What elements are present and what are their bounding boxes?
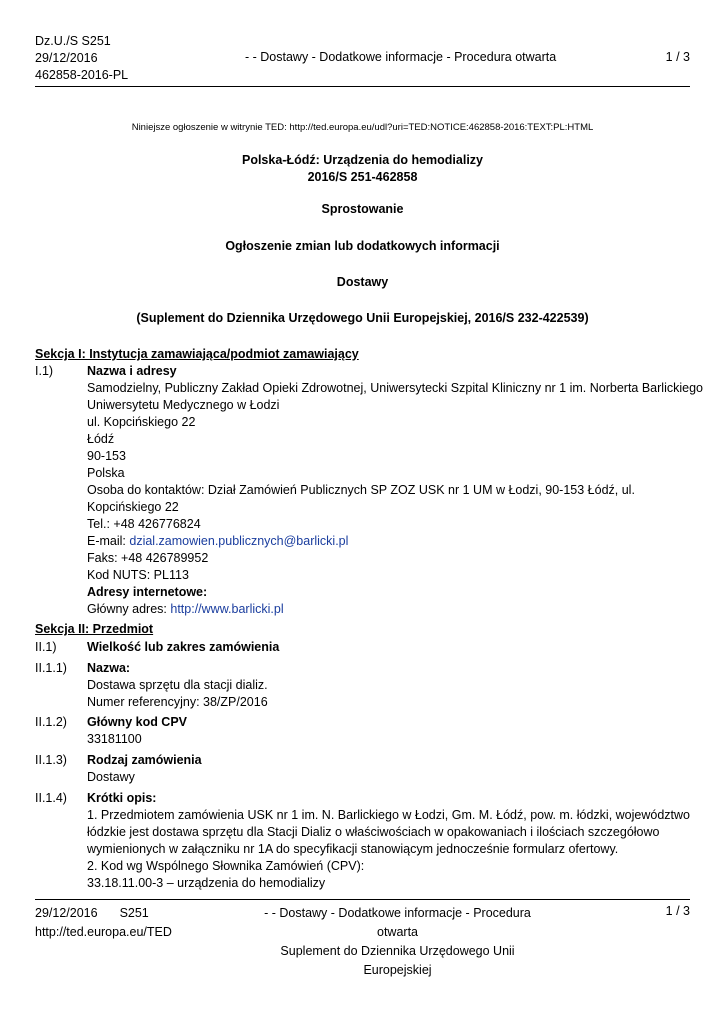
item-ii13 — [35, 752, 690, 786]
item-label: Krótki opis: — [87, 791, 157, 805]
footer-series: S251 — [119, 906, 149, 920]
cpv-code: 33181100 — [87, 732, 142, 746]
footer-divider — [35, 899, 690, 900]
footer-center-line1: - - Dostawy - Dodatkowe informacje - Procedura otwarta — [264, 906, 531, 939]
doc-number: 2016/S 251-462858 — [307, 170, 418, 184]
corrigendum-title: Sprostowanie — [321, 202, 404, 216]
description-line: wymienionych w załączniku nr 1A do specyfikacji stanowiącym jednocześnie formularz ofertowy. — [87, 842, 619, 856]
item-label: Nazwa i adresy — [87, 364, 177, 378]
header-notice-no: 462858-2016-PL — [35, 68, 129, 82]
item-number: II.1.1) — [35, 661, 67, 675]
item-number: II.1) — [35, 640, 57, 654]
email-link[interactable]: dzial.zamowien.publicznych@barlicki.pl — [129, 534, 349, 548]
header-divider — [35, 86, 690, 87]
main-address-row — [87, 601, 690, 618]
contract-type-title: Dostawy — [336, 275, 389, 289]
item-ii11 — [35, 660, 690, 711]
item-number: I.1) — [35, 364, 54, 378]
item-ii1 — [35, 639, 690, 656]
header-doc-id: Dz.U./S S251 — [35, 34, 111, 48]
email-label: E-mail: — [87, 534, 130, 548]
header-center: - - Dostawy - Dodatkowe informacje - Procedura otwarta — [245, 50, 557, 64]
item-label: Nazwa: — [87, 661, 131, 675]
header-page: 1 / 3 — [665, 50, 690, 64]
authority-name: Samodzielny, Publiczny Zakład Opieki Zdrowotnej, Uniwersytecki Szpital Kliniczny nr 1 im. Norberta Barlickiego — [87, 381, 703, 395]
description-line: 1. Przedmiotem zamówienia USK nr 1 im. N. Barlickiego w Łodzi, Gm. M. Łódź, pow. m. łódzki, województwo — [87, 808, 690, 822]
country: Polska — [87, 466, 125, 480]
item-label: Rodzaj zamówienia — [87, 753, 202, 767]
section-2-heading: Sekcja II: Przedmiot — [35, 622, 154, 636]
item-number: II.1.4) — [35, 791, 67, 805]
contract-name: Dostawa sprzętu dla stacji dializ. — [87, 678, 268, 692]
phone: Tel.: +48 426776824 — [87, 517, 201, 531]
postcode: 90-153 — [87, 449, 126, 463]
item-ii14 — [35, 790, 690, 892]
contact-person: Osoba do kontaktów: Dział Zamówień Publicznych SP ZOZ USK nr 1 UM w Łodzi, 90-153 Łódź, ul. — [87, 483, 635, 497]
description-line: 2. Kod wg Wspólnego Słownika Zamówień (CPV): — [87, 859, 365, 873]
item-number: II.1.2) — [35, 715, 67, 729]
item-i1 — [35, 363, 703, 618]
footer-date: 29/12/2016 — [35, 906, 98, 920]
notice-type-title: Ogłoszenie zmian lub dodatkowych informacji — [225, 239, 500, 253]
header-left — [35, 33, 128, 84]
footer-center — [245, 904, 550, 980]
supplement-title: (Suplement do Dziennika Urzędowego Unii Europejskiej, 2016/S 232-422539) — [136, 311, 589, 325]
item-ii12 — [35, 714, 690, 748]
main-address-link[interactable]: http://www.barlicki.pl — [170, 602, 284, 616]
internet-addresses-label: Adresy internetowe: — [87, 585, 208, 599]
ted-notice-link[interactable]: Niniejsze ogłoszenie w witrynie TED: http://ted.europa.eu/udl?uri=TED:NOTICE:462858-2016:TEXT:PL:HTML — [131, 122, 594, 133]
authority-name-cont: Uniwersytetu Medycznego w Łodzi — [87, 398, 280, 412]
section-1-heading: Sekcja I: Instytucja zamawiająca/podmiot zamawiający — [35, 347, 359, 361]
footer-page: 1 / 3 — [665, 904, 690, 918]
contract-type: Dostawy — [87, 770, 135, 784]
email-row — [87, 533, 690, 550]
description-line: łódzkie jest dostawa sprzętu dla Stacji Dializ o właściwościach w opakowaniach i ilościach szczegółowo — [87, 825, 660, 839]
header-date: 29/12/2016 — [35, 51, 98, 65]
nuts-code: Kod NUTS: PL113 — [87, 568, 189, 582]
doc-title: Polska-Łódź: Urządzenia do hemodializy — [241, 153, 483, 167]
city: Łódź — [87, 432, 115, 446]
street: ul. Kopcińskiego 22 — [87, 415, 196, 429]
footer-url[interactable]: http://ted.europa.eu/TED — [35, 925, 172, 939]
item-number: II.1.3) — [35, 753, 67, 767]
main-address-label: Główny adres: — [87, 602, 171, 616]
fax: Faks: +48 426789952 — [87, 551, 209, 565]
item-label: Główny kod CPV — [87, 715, 188, 729]
footer-left — [35, 904, 172, 942]
item-label: Wielkość lub zakres zamówienia — [87, 640, 280, 654]
reference-number: Numer referencyjny: 38/ZP/2016 — [87, 695, 268, 709]
contact-person-cont: Kopcińskiego 22 — [87, 500, 179, 514]
description-line: 33.18.11.00-3 – urządzenia do hemodializy — [87, 876, 326, 890]
footer-center-line2: Suplement do Dziennika Urzędowego Unii Europejskiej — [280, 944, 515, 977]
